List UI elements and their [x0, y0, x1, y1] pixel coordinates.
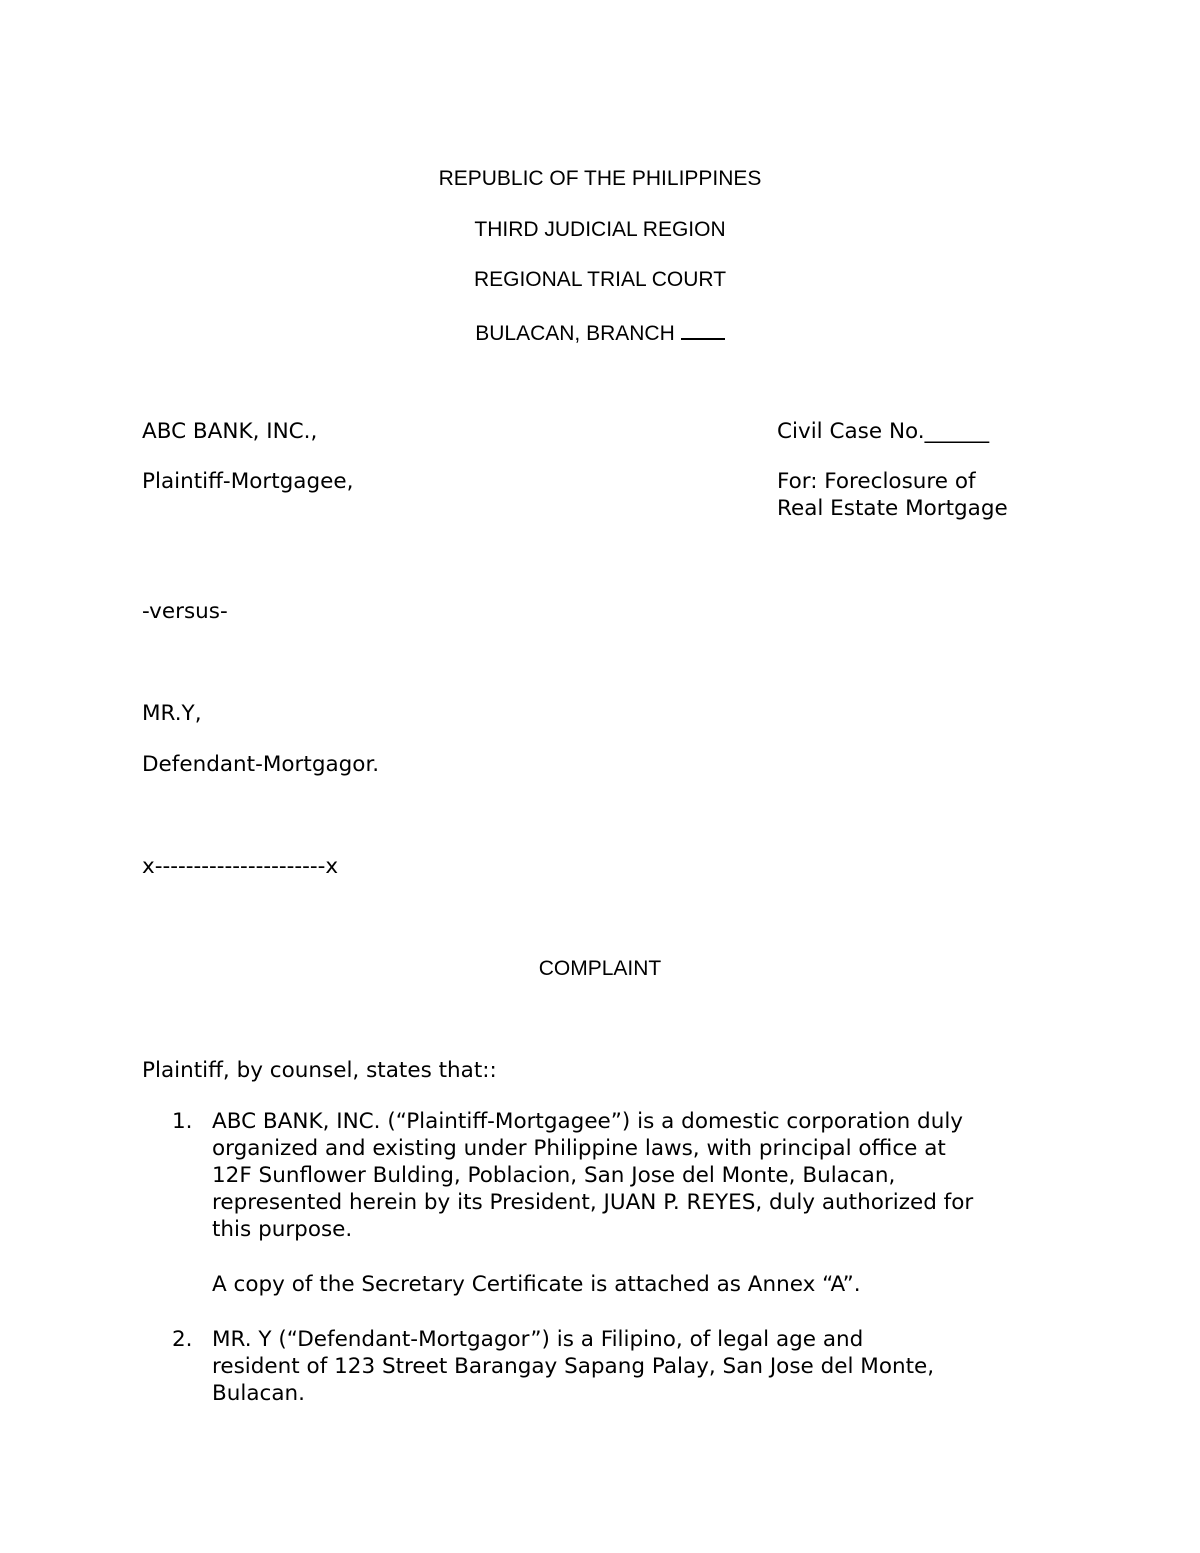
complaint-intro: Plaintiff, by counsel, states that:: — [142, 1058, 497, 1083]
versus-label: -versus- — [142, 599, 228, 624]
plaintiff-name: ABC BANK, INC., — [142, 419, 318, 444]
annex-note: A copy of the Secretary Certificate is attached as Annex “A”. — [212, 1272, 861, 1297]
list-item-paragraph — [212, 1108, 973, 1243]
list-item-paragraph — [212, 1326, 934, 1407]
paragraph-line: Bulacan. — [212, 1381, 305, 1406]
caption-region: THIRD JUDICIAL REGION — [474, 218, 726, 241]
caption-court: REGIONAL TRIAL COURT — [473, 268, 727, 291]
defendant-role: Defendant-Mortgagor. — [142, 752, 380, 777]
paragraph-line: resident of 123 Street Barangay Sapang Palay, San Jose del Monte, — [212, 1354, 935, 1379]
paragraph-line: ABC BANK, INC. (“Plaintiff-Mortgagee”) is a domestic corporation duly — [212, 1109, 964, 1134]
caption-branch — [0, 318, 1200, 346]
branch-blank-line — [681, 318, 725, 340]
paragraph-line: MR. Y (“Defendant-Mortgagor”) is a Filipino, of legal age and — [212, 1327, 864, 1352]
caption-separator: x----------------------x — [142, 854, 339, 879]
list-item-number: 2. — [172, 1327, 193, 1352]
paragraph-line: represented herein by its President, JUAN P. REYES, duly authorized for — [212, 1190, 974, 1215]
paragraph-line: organized and existing under Philippine laws, with principal office at — [212, 1136, 946, 1161]
paragraph-line: 12F Sunflower Bulding, Poblacion, San Jose del Monte, Bulacan, — [212, 1163, 896, 1188]
caption-branch-text: BULACAN, BRANCH — [475, 322, 675, 345]
paragraph-line: this purpose. — [212, 1217, 353, 1242]
civil-case-number: Civil Case No.______ — [777, 419, 990, 444]
list-item-number: 1. — [172, 1109, 193, 1134]
complaint-title: COMPLAINT — [538, 957, 662, 980]
caption-republic: REPUBLIC OF THE PHILIPPINES — [438, 167, 762, 190]
defendant-name: MR.Y, — [142, 701, 202, 726]
case-nature-line1: For: Foreclosure of — [777, 469, 976, 494]
case-nature-line2: Real Estate Mortgage — [777, 496, 1008, 521]
plaintiff-role: Plaintiff-Mortgagee, — [142, 469, 354, 494]
